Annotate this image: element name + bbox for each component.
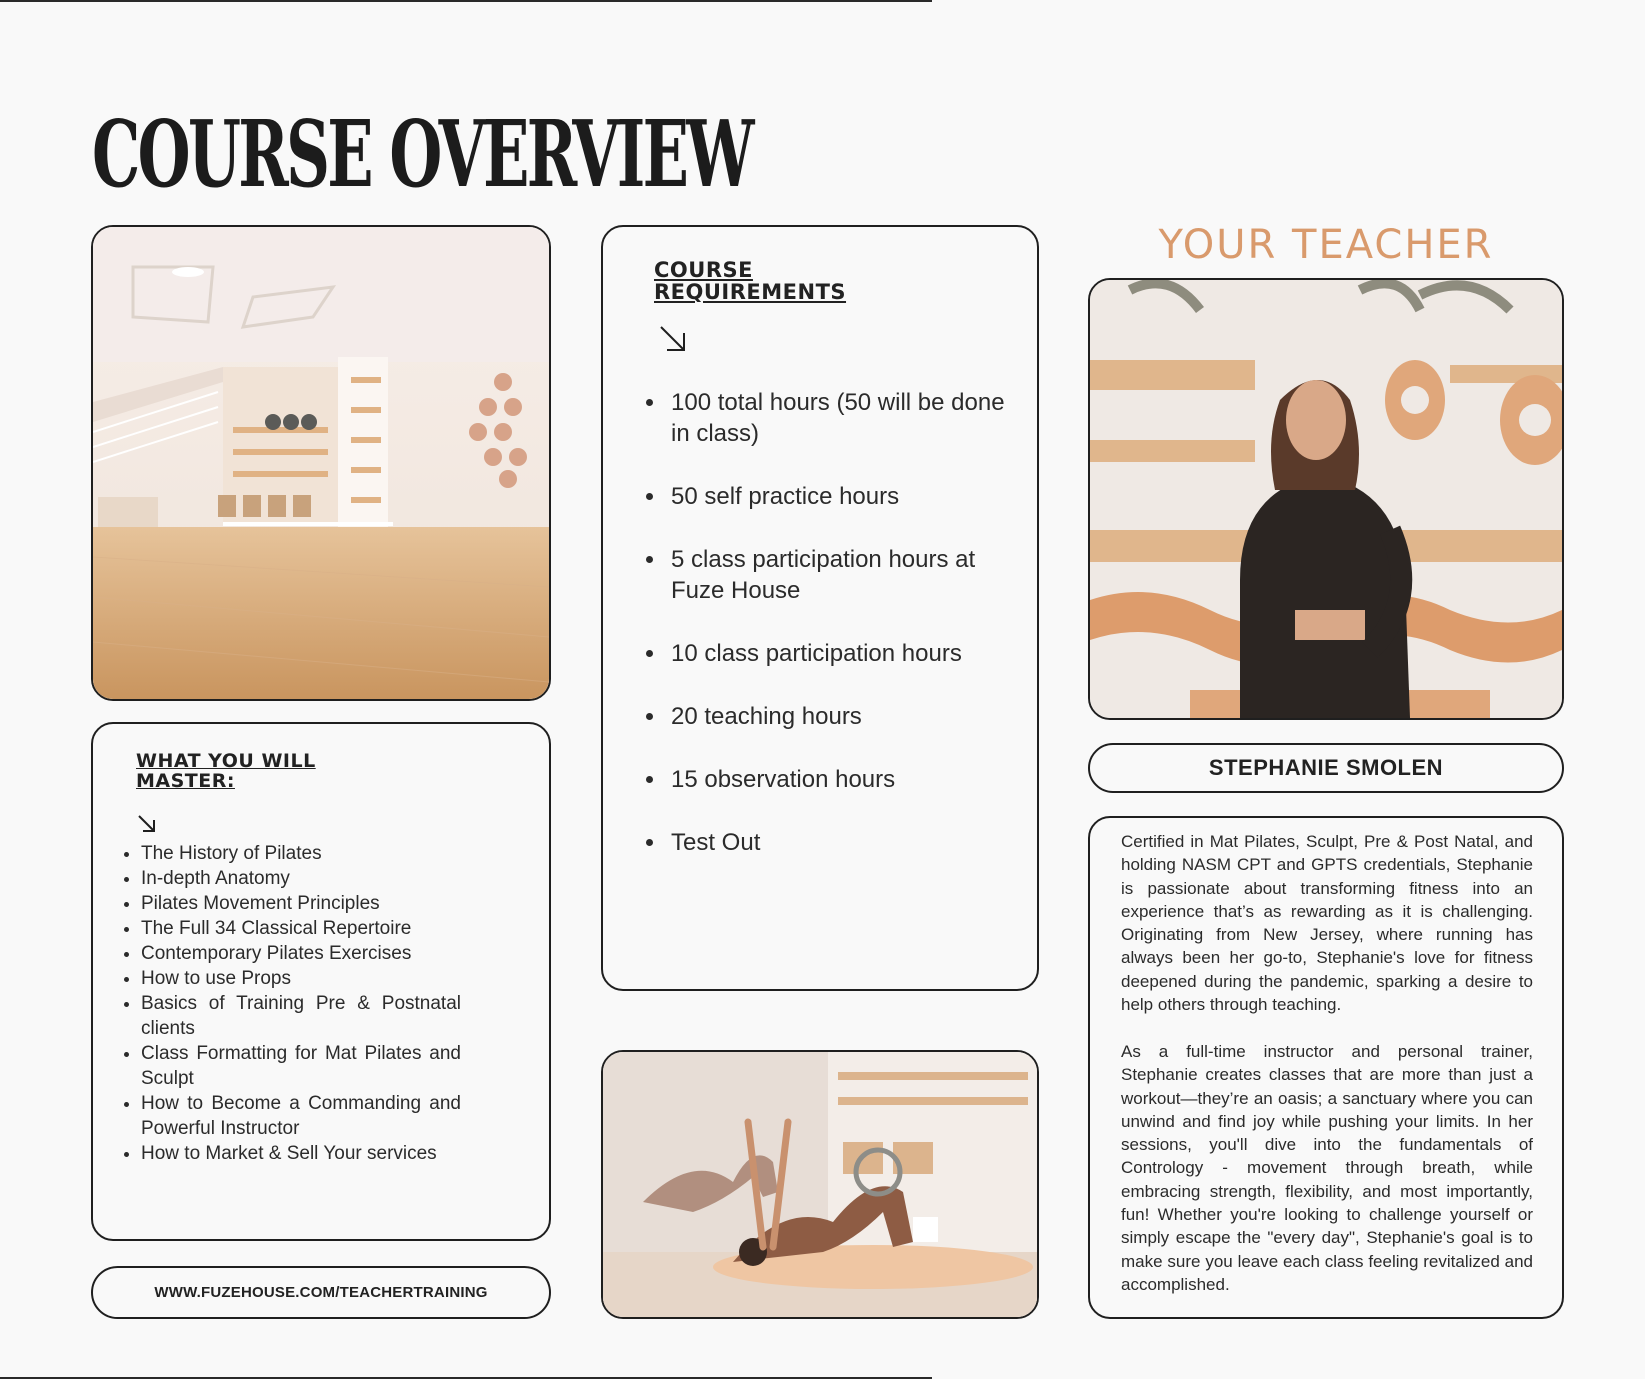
list-item: • 20 teaching hours — [667, 701, 1027, 732]
list-item: • In-depth Anatomy — [141, 866, 461, 891]
master-heading: WHAT YOU WILL MASTER: — [136, 750, 316, 792]
list-item: • Contemporary Pilates Exercises — [141, 941, 461, 966]
requirements-card — [601, 225, 1039, 991]
master-card — [91, 722, 551, 1241]
list-item: • How to use Props — [141, 966, 461, 991]
list-item: • Class Formatting for Mat Pilates and Sculpt — [141, 1041, 461, 1091]
arrow-down-right-icon — [137, 814, 157, 834]
arrow-down-right-icon — [659, 325, 687, 353]
list-item: • The History of Pilates — [141, 841, 461, 866]
teacher-photo — [1088, 278, 1564, 720]
requirements-heading: COURSE REQUIREMENTS — [654, 258, 847, 305]
list-item: • How to Market & Sell Your services — [141, 1141, 461, 1166]
list-item: • 50 self practice hours — [667, 481, 1027, 512]
list-item: • 100 total hours (50 will be done in class) — [667, 387, 1027, 449]
teacher-heading: YOUR TEACHER — [1158, 222, 1494, 268]
teacher-name: STEPHANIE SMOLEN — [1208, 755, 1444, 780]
list-item: • 15 observation hours — [667, 764, 1027, 795]
workout-photo — [601, 1050, 1039, 1319]
teacher-bio-card — [1088, 816, 1564, 1319]
top-rule — [0, 0, 932, 2]
teacher-name-pill — [1088, 743, 1564, 793]
bio-paragraph: Certified in Mat Pilates, Sculpt, Pre & Post Natal, and holding NASM CPT and GPTS credentials, Stephanie is passionate about transforming fitness into an experience that’s as rewarding as it is challenging. Originating from New Jersey, where running has always been her go-to, Stephanie's love for fitness deepened during the pandemic, sparking a desire to help others through teaching. — [1121, 832, 1533, 1015]
list-item: • The Full 34 Classical Repertoire — [141, 916, 461, 941]
website-link-label: WWW.FUZEHOUSE.COM/TEACHERTRAINING — [154, 1284, 488, 1301]
list-item: • Basics of Training Pre & Postnatal clients — [141, 991, 461, 1041]
website-link[interactable] — [91, 1266, 551, 1319]
list-item: • Pilates Movement Principles — [141, 891, 461, 916]
master-list — [117, 841, 461, 1166]
page-title: COURSE OVERVIEW — [92, 100, 752, 208]
list-item: • Test Out — [667, 827, 1027, 858]
list-item: • How to Become a Commanding and Powerful Instructor — [141, 1091, 461, 1141]
list-item: • 10 class participation hours — [667, 638, 1027, 669]
bio-paragraph: As a full-time instructor and personal trainer, Stephanie creates classes that are more than just a workout—they’re an oasis; a sanctuary where you can unwind and find joy while pushing your limits. In her sessions, you'll dive into the fundamentals of Contrology - movement through breath, while embracing strength, flexibility, and most importantly, fun! Whether you're looking to challenge yourself or simply escape the "every day", Stephanie's goal is to make sure you leave each class feeling revitalized and accomplished. — [1121, 1042, 1533, 1294]
studio-photo — [91, 225, 551, 701]
list-item: • 5 class participation hours at Fuze House — [667, 544, 1027, 606]
requirements-list — [643, 387, 1027, 890]
